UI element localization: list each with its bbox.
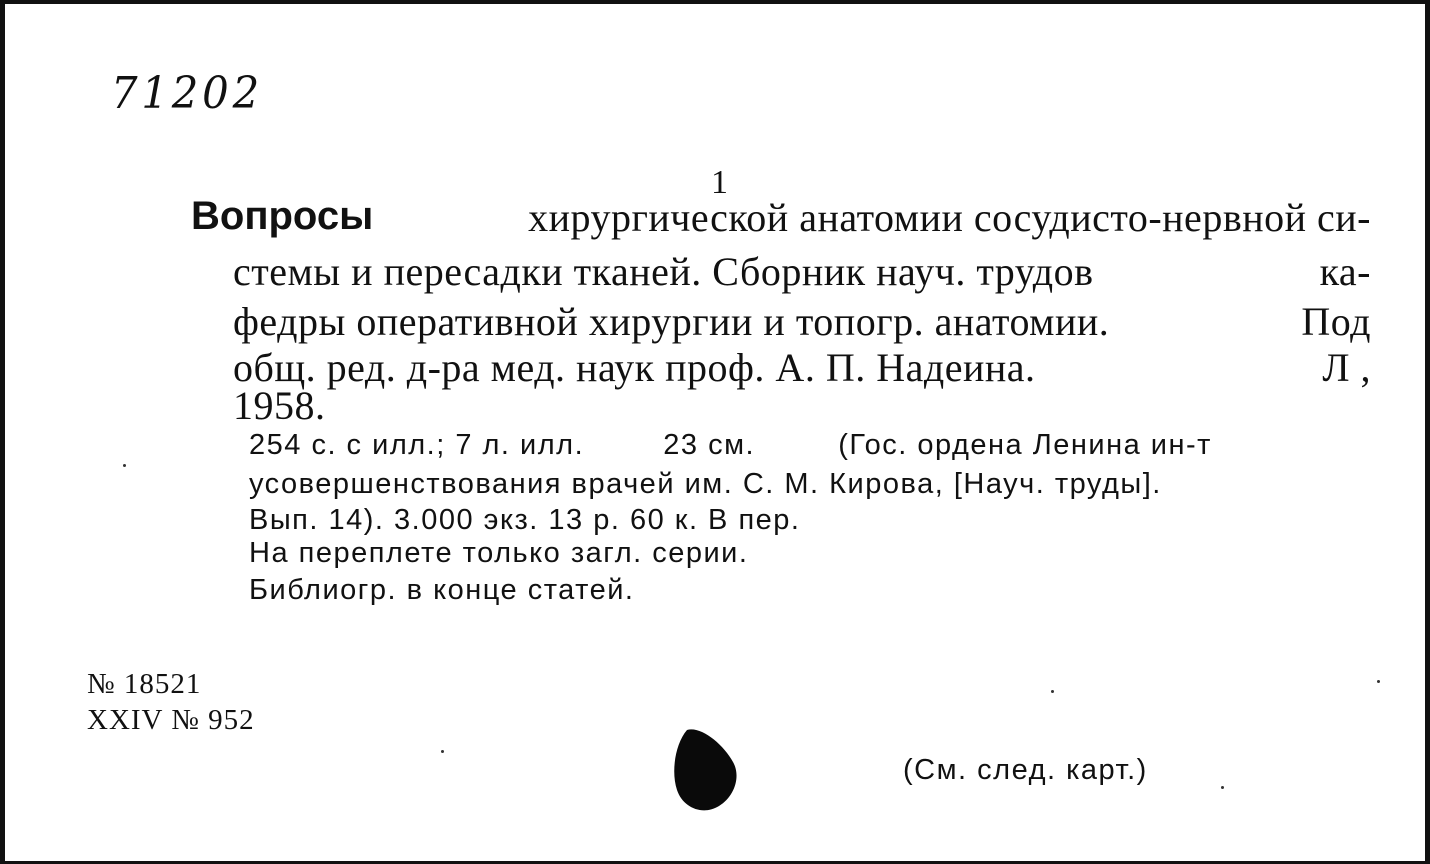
title-first-word: Вопросы [191,194,374,238]
registration-number: № 18521 [87,668,202,700]
description-line-2: усовершенствования врачей им. С. М. Кирова, [Науч. труды]. [249,468,1162,500]
description-line-1-mid: 23 см. [663,429,756,461]
title-line-2-right: ка- [1319,249,1371,294]
title-line-3 [233,298,1371,345]
title-line-1-rest: хирургической анатомии сосудисто-нервной си- [528,195,1371,240]
punched-hole-icon [673,726,739,812]
title-line-4-left: общ. ред. д-ра мед. наук проф. А. П. Надеина. [233,345,1036,390]
dust-speck [1221,786,1224,789]
dust-speck [1377,680,1380,683]
title-line-3-left: федры оперативной хирургии и топогр. анатомии. [233,299,1110,344]
title-line-2-left: стемы и пересадки тканей. Сборник науч. трудов [233,249,1094,294]
description-line-1-right: (Гос. ордена Ленина ин-т [838,429,1212,461]
description-line-1 [249,429,1371,462]
title-line-4-right: Л , [1322,345,1371,390]
title-line-1 [191,194,1371,241]
description-line-3: Вып. 14). 3.000 экз. 13 р. 60 к. В пер. [249,504,801,536]
dust-speck [123,464,126,467]
dust-speck [441,750,444,753]
description-line-1-left: 254 с. с илл.; 7 л. илл. [249,429,585,461]
title-line-2 [233,248,1371,295]
continuation-note: (См. след. карт.) [903,754,1148,786]
title-line-3-right: Под [1301,299,1371,344]
note-line-2: Библиогр. в конце статей. [249,574,635,606]
card-number: 1 [711,164,728,201]
handwritten-number: 71202 [110,68,263,119]
title-line-5: 1958. [233,383,326,428]
registration-series: XXIV № 952 [87,704,255,736]
note-line-1: На переплете только загл. серии. [249,537,749,569]
dust-speck [1051,690,1054,693]
